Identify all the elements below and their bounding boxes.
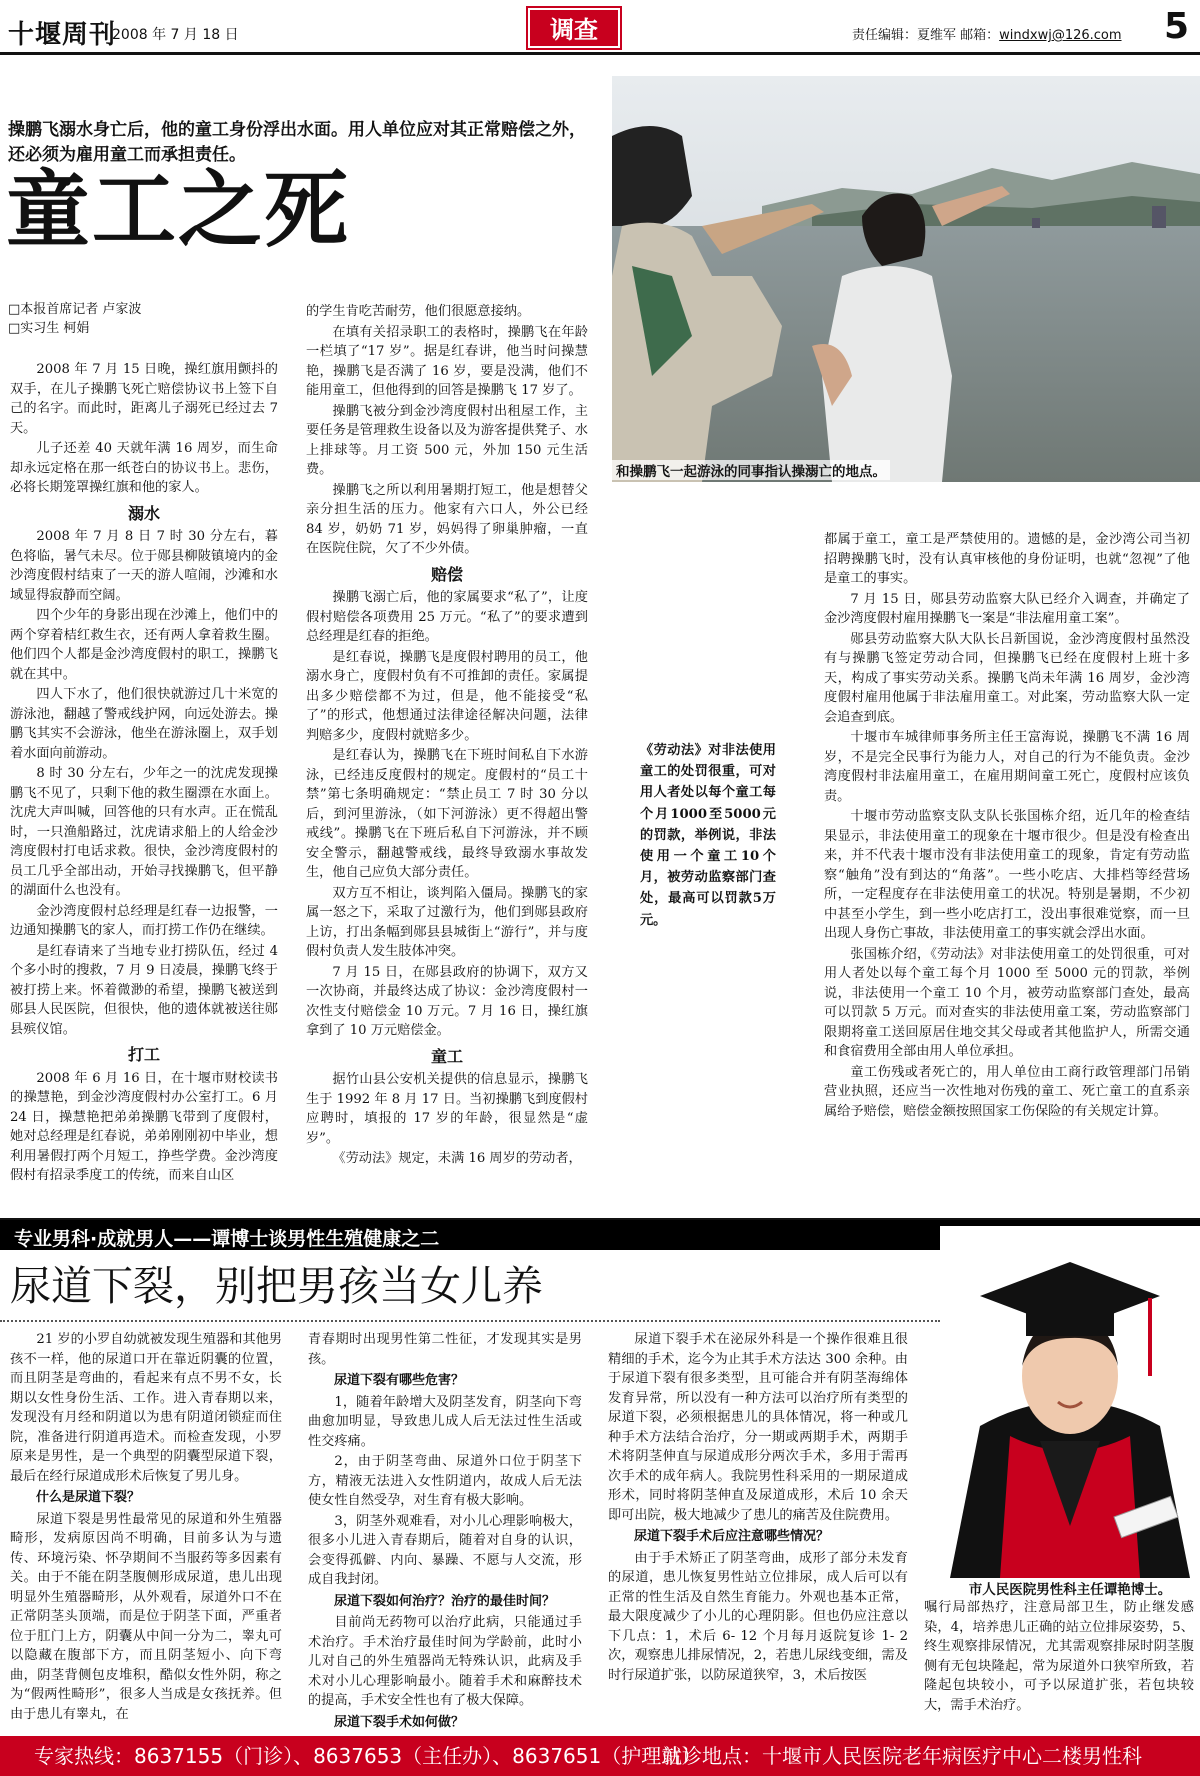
article-column-3 [824,530,1190,1160]
editor-info [852,24,1122,43]
article-headline: 童工之死 [6,160,351,259]
paragraph: 双方互不相让，谈判陷入僵局。操鹏飞的家属一怒之下，采取了过激行为，他们到郧县政府上访，打出条幅到郧县县城街上“游行”，并与度假村负责人发生肢体冲突。 [306,885,588,959]
doctor-portrait [940,1226,1200,1578]
editor-email-link[interactable]: windxwj@126.com [999,28,1122,43]
question-heading: 尿道下裂如何治疗？治疗的最佳时间？ [334,1593,556,1609]
header-rule [0,52,1200,55]
paragraph: 2，由于阴茎弯曲、尿道外口位于阴茎下方，精液无法进入女性阴道内，故成人后无法使女性自然受孕，对生育有极大影响。 [308,1454,582,1508]
question-heading: 什么是尿道下裂？ [36,1490,141,1505]
paragraph: 3，阴茎外观难看，对小儿心理影响极大，很多小儿进入青春期后，随着对自身的认识，会变得孤僻、内向、暴躁、不愿与人交流，形成自我封闭。 [308,1513,582,1587]
question-heading: 尿道下裂手术后应注意哪些情况？ [634,1529,830,1544]
paragraph: 四个少年的身影出现在沙滩上，他们中的两个穿着桔红救生衣，还有两人拿着救生圈。他们四个人都是金沙湾度假村的职工，操鹏飞就在其中。 [10,608,278,682]
paragraph: 操鹏飞被分到金沙湾度假村出租屋工作，主要任务是管理救生设备以及为游客提供凳子、水上排球等。月工资 500 元，外加 150 元生活费。 [306,403,588,477]
footer-hotline: 专家热线：8637155（门诊）、8637653（主任办）、8637651（护理站） [34,1744,702,1768]
byline [8,300,141,338]
photo-caption: 和操鹏飞一起游泳的同事指认操溺亡的地点。 [612,460,890,480]
paragraph: 十堰市车城律师事务所主任王富海说，操鹏飞不满 16 周岁，不是完全民事行为能力人，对自己的行为不能负责。金沙湾度假村非法雇用童工，在雇用期间童工死亡，度假村应该负责。 [824,730,1190,804]
column-series-title: 专业男科·成就男人——谭博士谈男性生殖健康之二 [14,1228,440,1250]
article-column-2 [306,302,588,1190]
paragraph: 7 月 15 日，郧县劳动监察大队已经介入调查，并确定了金沙湾度假村雇用操鹏飞一案是“非法雇用童工案”。 [824,591,1190,626]
paragraph: 嘱行局部热疗，注意局部卫生，防止继发感染，4，培养患儿正确的站立位排尿姿势，5、终生观察排尿情况，尤其需观察排尿时阴茎腹侧有无包块隆起，常为尿道外口狭窄所致，若隆起包块较小，可予以尿道扩张，若包块较大，需手术治疗。 [924,1600,1194,1713]
paragraph: 21 岁的小罗自幼就被发现生殖器和其他男孩不一样，他的尿道口开在靠近阴囊的位置，而且阴茎是弯曲的，看起来有点不男不女，长期以女性身份生活、工作。进入青春期以来，发现没有月经和阴道以为患有阴道闭锁症而住院，准备进行阴道再造术。而检查发现，小罗原来是男性，是一个典型的阴囊型尿道下裂，最后在经行尿道成形术后恢复了男儿身。 [10,1332,282,1484]
byline-reporter: □本报首席记者 卢家波 [8,302,142,317]
paragraph: 的学生肯吃苦耐劳，他们很愿意接纳。 [306,304,531,319]
paragraph: 2008 年 7 月 8 日 7 时 30 分左右，暮色将临，暑气未尽。位于郧县柳陂镇境内的金沙湾度假村结束了一天的游人喧闹，沙滩和水域显得寂静而空阔。 [10,529,278,603]
question-heading: 尿道下裂手术如何做？ [334,1714,465,1730]
paragraph: 操鹏飞溺亡后，他的家属要求“私了”，让度假村赔偿各项费用 25 万元。“私了”的要求遭到总经理是红春的拒绝。 [306,590,588,644]
paragraph: 在填有关招录职工的表格时，操鹏飞在年龄一栏填了“17 岁”。据是红春讲，他当时问操慧艳，操鹏飞是否满了 16 岁，要是没满，他们不能用童工，但他得到的回答是操鹏飞 17 岁了。 [306,324,588,398]
ad-column-2 [308,1330,582,1730]
paragraph: 《劳动法》规定，未满 16 周岁的劳动者， [332,1151,582,1166]
page-number: 5 [1164,6,1190,47]
subheading-drowning: 溺水 [127,503,160,523]
paragraph: 张国栋介绍，《劳动法》对非法使用童工的处罚很重，可对用人者处以每个童工每个月 1000 至 5000 元的罚款，举例说，非法使用一个童工 10 个月，被劳动监察部门查处，最高可以罚款 5 万元。而对查实的非法使用童工案，劳动监察部门限期将童工送回原居住地交其父母或者其他监护人，所需交通和食宿费用全部由用人单位承担。 [824,946,1190,1059]
ad-column-4 [924,1598,1194,1730]
paragraph: 童工伤残或者死亡的，用人单位由工商行政管理部门吊销营业执照，还应当一次性地对伤残的童工、死亡童工的直系亲属给予赔偿，赔偿金额按照国家工伤保险的有关规定计算。 [824,1064,1190,1119]
paragraph: 尿道下裂手术在泌尿外科是一个操作很难且很精细的手术，迄今为止其手术方法达 300 余种。由于尿道下裂有很多类型，且可能合并有阴茎海绵体发育异常，所以没有一种方法可以治疗所有类型的尿道下裂，必须根据患儿的具体情况，将一种或几种手术方法结合治疗，分一期或两期手术，两期手术将阴茎伸直与尿道成形分两次手术，多用于需再次手术的成年病人。我院男性科采用的一期尿道成形术，同时将阴茎伸直及尿道成形，术后 10 余天即可出院，极大地减少了患儿的痛苦及住院费用。 [608,1332,908,1523]
doctor-caption: 市人民医院男性科主任谭艳博士。 [968,1582,1172,1598]
paragraph: 2008 年 6 月 16 日，在十堰市财校读书的操慧艳，到金沙湾度假村办公室打工。6 月 24 日，操慧艳把弟弟操鹏飞带到了度假村，她对总经理是红春说，弟弟刚刚初中毕业，想利用暑假打两个月短工，挣些学费。金沙湾度假村有招录季度工的传统，而来自山区 [10,1070,278,1183]
dotted-divider [0,1320,940,1322]
paragraph: 1，随着年龄增大及阴茎发育，阴茎向下弯曲愈加明显，导致患儿成人后无法过性生活或性交疼痛。 [308,1394,582,1449]
paragraph: 是红春认为，操鹏飞在下班时间私自下水游泳，已经违反度假村的规定。度假村的“员工十禁”第七条明确规定：“禁止员工 7 时 30 分以后，到河里游泳，（如下河游泳）更不得超出警戒线”。操鹏飞在下班后私自下河游泳，并不顾安全警示，翻越警戒线，最终导致溺水事故发生，他自己应负大部分责任。 [306,748,588,880]
pull-quote: 《劳动法》对非法使用童工的处罚很重，可对用人者处以每个童工每个月1000至5000元的罚款，举例说，非法使用一个童工10个月，被劳动监察部门查处，最高可以罚款5万元。 [640,743,776,928]
paragraph: 都属于童工，童工是严禁使用的。遗憾的是，金沙湾公司当初招聘操鹏飞时，没有认真审核他的身份证明，也就“忽视”了他是童工的事实。 [824,532,1190,586]
paragraph: 青春期时出现男性第二性征，才发现其实是男孩。 [308,1332,582,1367]
issue-date: 2008 年 7 月 18 日 [112,27,239,43]
paragraph: 儿子还差 40 天就年满 16 周岁，而生命却永远定格在那一纸苍白的协议书上。悲伤，必将长期笼罩操红旗和他的家人。 [10,441,278,495]
subheading-child-labor: 童工 [430,1046,463,1066]
paragraph: 十堰市劳动监察支队支队长张国栋介绍，近几年的检查结果显示，非法使用童工的现象在十堰市很少。但是没有检查出来，并不代表十堰市没有非法使用童工的现象，肯定有劳动监察“触角”没有到达的“角落”。一些小吃店、大排档等经营场所，一定程度存在非法使用童工的状况。特别是暑期，不少初中甚至小学生，到一些小吃店打工，没出事很难觉察，而一旦出现人身伤亡事故，非法使用童工的事实就会浮出水面。 [824,809,1190,941]
article-lead: 操鹏飞溺水身亡后，他的童工身份浮出水面。用人单位应对其正常赔偿之外，还必须为雇用童工而承担责任。 [8,120,586,165]
byline-intern: □实习生 柯娟 [8,321,90,336]
subheading-work: 打工 [127,1045,160,1064]
footer-location: 就诊地点：十堰市人民医院老年病医疗中心二楼男性科 [662,1744,1142,1768]
paragraph: 四人下水了，他们很快就游过几十米宽的游泳池，翻越了警戒线护网，向远处游去。操鹏飞其实不会游泳，他坐在游泳圈上，双手划着水面向前游动。 [10,687,278,761]
paragraph: 7 月 15 日，在郧县政府的协调下，双方又一次协商，并最终达成了协议：金沙湾度假村一次性支付赔偿金 10 万元。7 月 16 日，操红旗拿到了 10 万元赔偿金。 [306,964,588,1038]
paragraph: 8 时 30 分左右，少年之一的沈虎发现操鹏飞不见了，只剩下他的救生圈漂在水面上。沈虎大声叫喊，回答他的只有水声。正在慌乱时，一只渔船路过，沈虎请求船上的人给金沙湾度假村打电话求救。很快，金沙湾度假村的员工几乎全部出动，开始寻找操鹏飞，但平静的湖面什么也没有。 [10,766,278,898]
paragraph: 由于手术矫正了阴茎弯曲，成形了部分未发育的尿道，患儿恢复男性站立位排尿，成人后可以有正常的性生活及自然生育能力。外观也基本正常，最大限度减少了小儿的心理阴影。但也仍应注意以下几点：1，术后 6- 12 个月每月返院复诊 1- 2 次，观察患儿排尿情况，2，若患儿尿线变细，需及时行尿道扩张，以防尿道狭窄，3，术后按医 [608,1550,908,1683]
paragraph: 2008 年 7 月 15 日晚，操红旗用颤抖的双手，在儿子操鹏飞死亡赔偿协议书上签下自己的名字。而此时，距离儿子溺死已经过去 7 天。 [10,362,278,436]
ad-headline: 尿道下裂，别把男孩当女儿养 [10,1262,543,1310]
article-column-1 [10,360,278,1190]
paragraph: 操鹏飞之所以利用暑期打短工，他是想替父亲分担生活的压力。他家有六口人，外公已经 84 岁，奶奶 71 岁，妈妈得了卵巢肿瘤，一直在医院住院，欠了不少外债。 [306,482,588,556]
paragraph: 金沙湾度假村总经理是红春一边报警，一边通知操鹏飞的家人，而打捞工作仍在继续。 [10,903,278,938]
paragraph: 尿道下裂是男性最常见的尿道和外生殖器畸形，发病原因尚不明确，目前多认为与遗传、环境污染、怀孕期间不当服药等多因素有关。由于不能在阴茎腹侧形成尿道，患儿出现明显外生殖器畸形，从外观看，尿道外口不在正常阴茎头顶端，而是位于阴茎下面，严重者位于肛门上方，阴囊从中间一分为二，睾丸可以隐藏在腹部下方，而且阴茎短小、向下弯曲，阴茎背侧包皮堆积，酷似女性外阴，称之为“假两性畸形”，很多人当成是女孩抚养。但由于患儿有睾丸，在 [10,1511,282,1722]
paragraph: 目前尚无药物可以治疗此病，只能通过手术治疗。手术治疗最佳时间为学龄前，此时小儿对自己的外生殖器尚无特殊认识，此病及手术对小儿心理影响最小。随着手术和麻醉技术的提高，手术安全性也有了极大保障。 [308,1615,582,1708]
subheading-compensation: 赔偿 [430,564,463,584]
section-label: 调查 [528,8,620,48]
ad-column-3 [608,1330,908,1730]
newspaper-brand: 十堰周刊 [8,20,117,50]
paragraph: 是红春请来了当地专业打捞队伍，经过 4 个多小时的搜救，7 月 9 日凌晨，操鹏飞终于被打捞上来。怀着微渺的希望，操鹏飞被送到郧县人民医院，但很快，他的遗体就被送往郧县殡仪馆。 [10,943,278,1037]
footer-bar [0,1736,1200,1776]
lake-photo [612,76,1200,482]
paragraph: 据竹山县公安机关提供的信息显示，操鹏飞生于 1992 年 8 月 17 日。当初操鹏飞到度假村应聘时，填报的 17 岁的年龄，很显然是“虚岁”。 [306,1072,588,1146]
paragraph: 郧县劳动监察大队大队长吕新国说，金沙湾度假村虽然没有与操鹏飞签定劳动合同，但操鹏飞已经在度假村上班十多天，构成了事实劳动关系。操鹏飞尚未年满 16 周岁，金沙湾度假村雇用他属于非法雇用童工。对此案，劳动监察大队一定会追查到底。 [824,631,1190,725]
editor-label: 责任编辑：夏维军 邮箱： [852,28,1000,43]
ad-column-1 [10,1330,282,1730]
paragraph: 是红春说，操鹏飞是度假村聘用的员工，他溺水身亡，度假村负有不可推卸的责任。家属提出多少赔偿都不为过，但是，他不能接受“私了”的形式，他想通过法律途径解决问题，法律判赔多少，度假村就赔多少。 [306,649,588,743]
question-heading: 尿道下裂有哪些危害？ [334,1373,465,1388]
